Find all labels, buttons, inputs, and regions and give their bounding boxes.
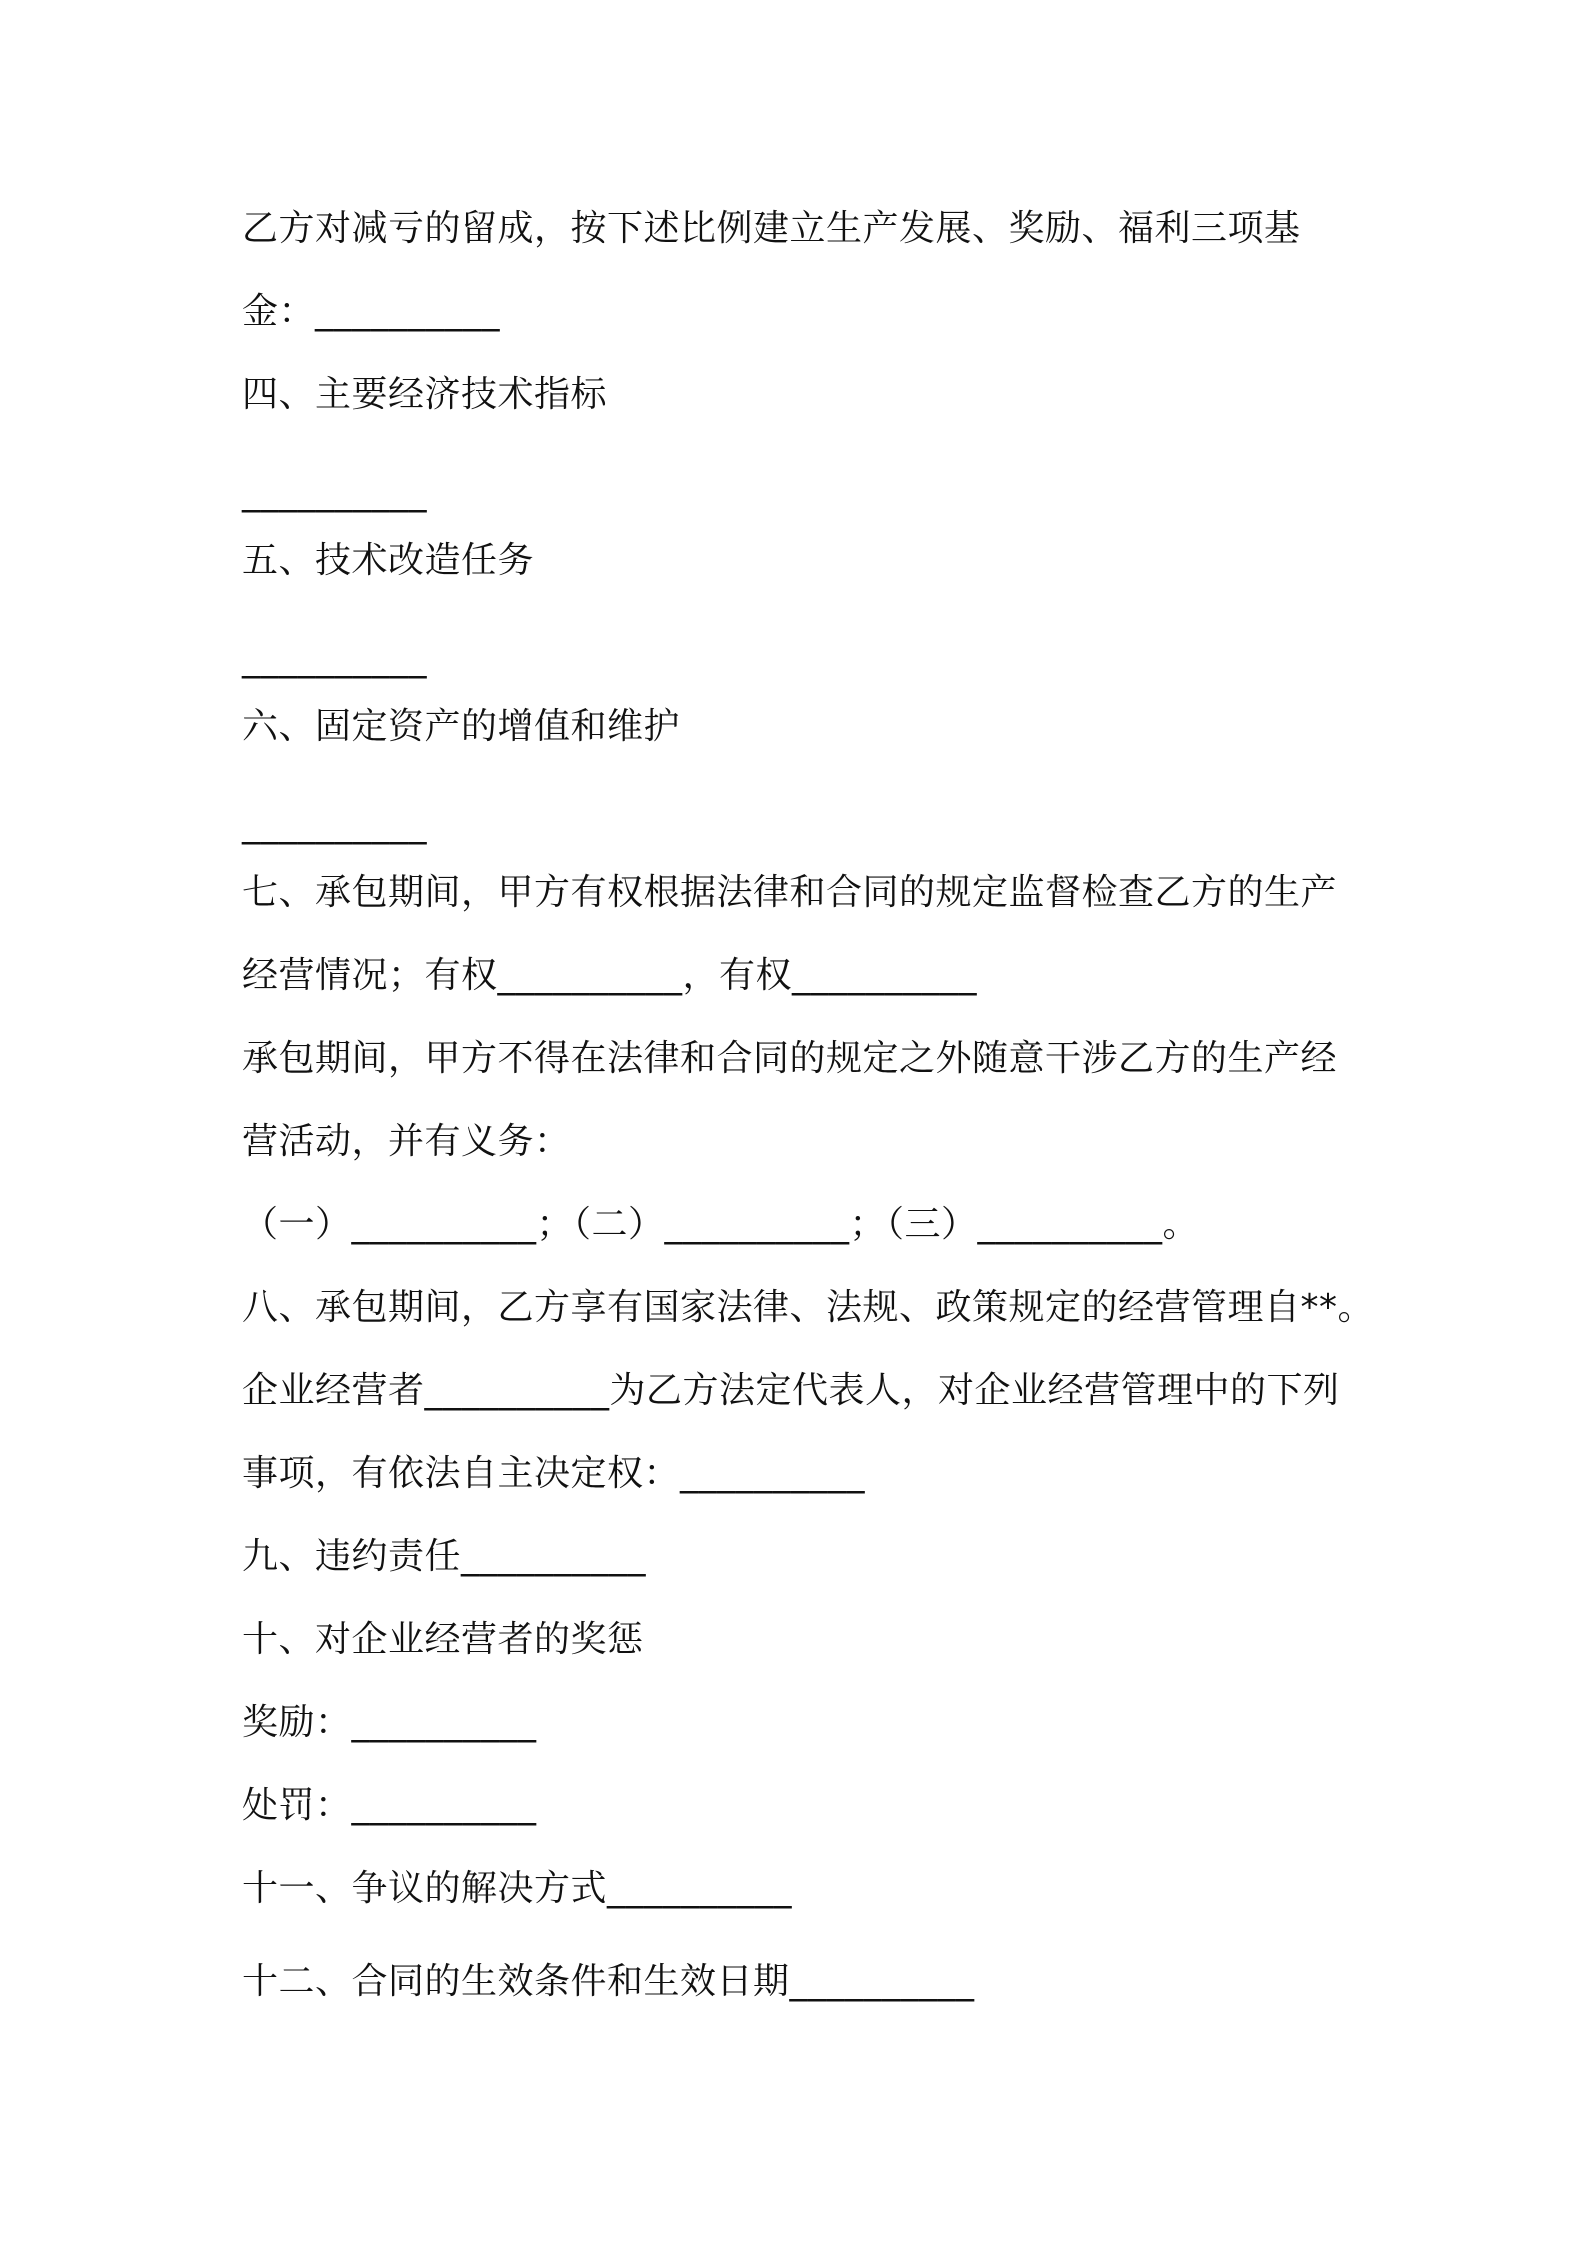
text-line: 企业经营者__________为乙方法定代表人，对企业经营管理中的下列 xyxy=(242,1370,1340,1411)
text-line: 八、承包期间，乙方享有国家法律、法规、政策规定的经营管理自**。 xyxy=(242,1287,1375,1328)
text-line: 处罚：__________ xyxy=(242,1785,537,1826)
text-line: 承包期间，甲方不得在法律和合同的规定之外随意干涉乙方的生产经 xyxy=(242,1038,1338,1079)
blank-line: __________ xyxy=(242,472,427,513)
text-line: 金：__________ xyxy=(242,291,501,332)
text-line: 七、承包期间，甲方有权根据法律和合同的规定监督检查乙方的生产 xyxy=(242,872,1338,913)
text-line: 经营情况；有权__________，有权__________ xyxy=(242,955,978,996)
section-heading: 十二、合同的生效条件和生效日期__________ xyxy=(242,1961,975,2002)
section-heading: 四、主要经济技术指标 xyxy=(242,374,608,415)
section-heading: 九、违约责任__________ xyxy=(242,1536,647,1577)
section-heading: 十一、争议的解决方式__________ xyxy=(242,1868,793,1909)
text-line: （一）__________；（二）__________；（三）__________。 xyxy=(242,1204,1200,1245)
blank-line: __________ xyxy=(242,638,427,679)
blank-line: __________ xyxy=(242,804,427,845)
section-heading: 五、技术改造任务 xyxy=(242,540,535,581)
text-line: 乙方对减亏的留成，按下述比例建立生产发展、奖励、福利三项基 xyxy=(242,208,1301,249)
text-line: 奖励：__________ xyxy=(242,1702,537,1743)
section-heading: 六、固定资产的增值和维护 xyxy=(242,706,681,747)
text-line: 营活动，并有义务： xyxy=(242,1121,571,1162)
section-heading: 十、对企业经营者的奖惩 xyxy=(242,1619,644,1660)
text-line: 事项，有依法自主决定权：__________ xyxy=(242,1453,866,1494)
